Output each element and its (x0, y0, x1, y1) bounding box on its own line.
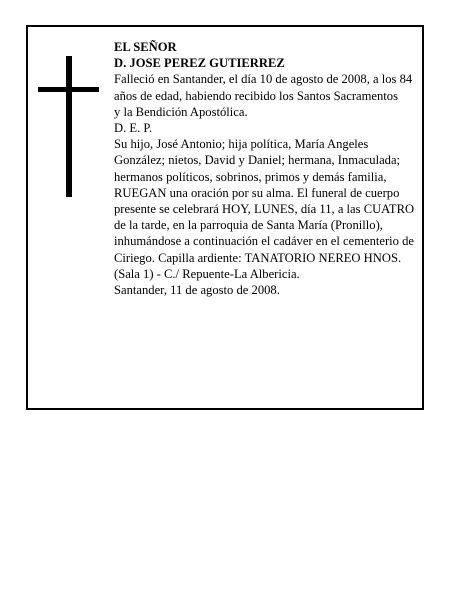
obituary-notice (26, 25, 424, 410)
notice-heading: EL SEÑOR (114, 40, 177, 54)
funeral-information: RUEGAN una oración por su alma. El funeral de cuerpo presente se celebrará HOY, LUNES, día 11, a las CUATRO de la tarde, en la parroquia de Santa María (Pronillo), inhumándose a continuación el cadáver en el cementerio de Ciriego. Capilla ardiente: TANATORIO NEREO HNOS. (Sala 1) - C./ Repuente-La Albericia. (114, 185, 415, 281)
rest-in-peace: D. E. P. (114, 121, 153, 136)
notice-text (114, 39, 422, 298)
cross-horizontal-bar (38, 87, 99, 92)
death-announcement-continuation: y la Bendición Apostólica. (114, 104, 248, 119)
cross-vertical-bar (66, 56, 72, 197)
family-members: Su hijo, José Antonio; hija política, María Angeles González; nietos, David y Daniel; hermana, Inmaculada; hermanos políticos, sobrinos, primos y demás familia, (114, 137, 401, 184)
deceased-name: D. JOSE PEREZ GUTIERREZ (114, 56, 285, 71)
death-announcement: Falleció en Santander, el día 10 de agosto de 2008, a los 84 años de edad, habiendo recibido los Santos Sacramentos (114, 72, 413, 103)
place-and-date: Santander, 11 de agosto de 2008. (114, 283, 280, 298)
